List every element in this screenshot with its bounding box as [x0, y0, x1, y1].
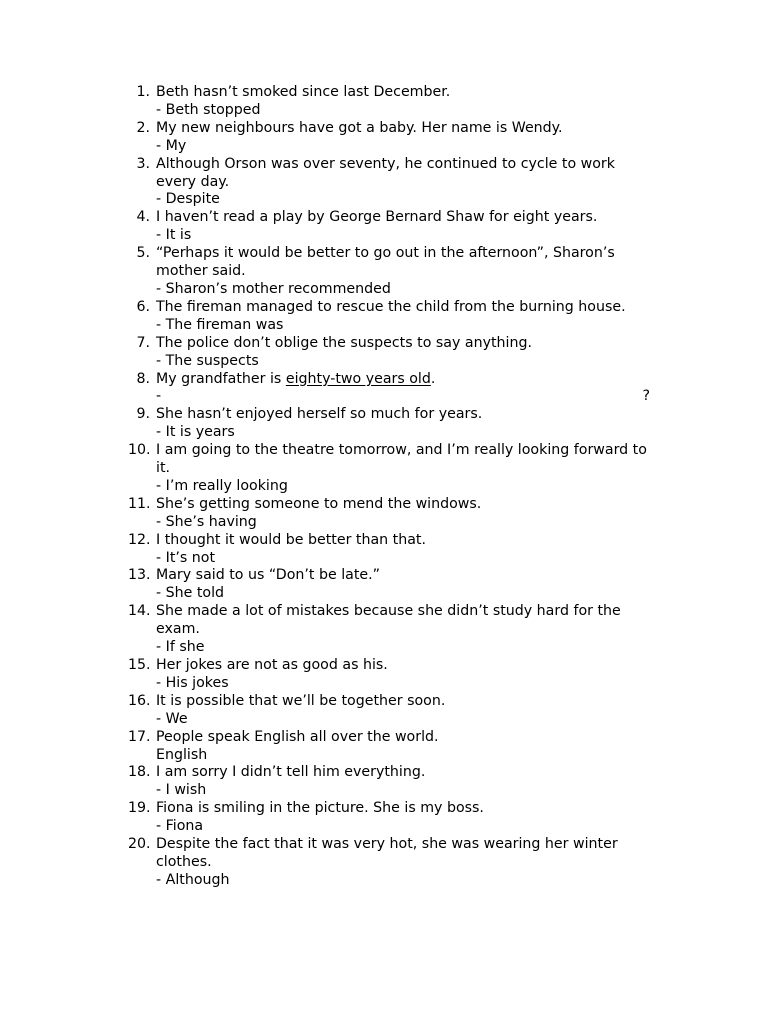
item-prompt: “Perhaps it would be better to go out in the afternoon”, Sharon’s mother said.: [156, 245, 615, 280]
item-prompt: I haven’t read a play by George Bernard Shaw for eight years.: [156, 209, 598, 226]
item-prompt: Beth hasn’t smoked since last December.: [156, 84, 451, 100]
prompt-after: .: [430, 370, 436, 387]
item-answer: - Beth stopped: [156, 101, 261, 118]
item-answer: - Despite: [156, 191, 220, 208]
item-number: 7.: [136, 334, 150, 351]
item-number: 2.: [136, 119, 150, 136]
item-prompt: The police don’t oblige the suspects to say anything.: [156, 334, 532, 351]
prompt-before: My grandfather is: [156, 370, 286, 387]
item-number: 3.: [136, 155, 150, 172]
item-prompt: [156, 371, 650, 389]
question-mark: ?: [642, 388, 650, 405]
list-item: [130, 657, 650, 693]
list-item: [130, 800, 650, 836]
item-answer: - Although: [156, 871, 230, 888]
item-answer: - The suspects: [156, 352, 259, 369]
item-prompt: Although Orson was over seventy, he continued to cycle to work every day.: [156, 155, 615, 190]
list-item: [130, 567, 650, 603]
list-item: [130, 406, 650, 442]
item-number: 12.: [128, 531, 151, 548]
exercise-list: [130, 84, 650, 890]
item-answer: - Sharon’s mother recommended: [156, 280, 391, 297]
underlined-phrase: eighty-two years old: [285, 370, 431, 387]
item-number: 8.: [136, 370, 150, 387]
item-number: 10.: [128, 442, 151, 459]
item-answer: - Fiona: [156, 818, 204, 835]
item-number: 13.: [128, 567, 151, 584]
list-item: [130, 84, 650, 120]
list-item: [130, 120, 650, 156]
item-prompt: My new neighbours have got a baby. Her name is Wendy.: [156, 119, 563, 136]
item-prompt: Mary said to us “Don’t be late.”: [156, 567, 380, 584]
item-answer: - His jokes: [156, 674, 229, 691]
item-answer: -: [156, 388, 162, 405]
item-answer: - I wish: [156, 782, 207, 799]
list-item: [130, 836, 650, 890]
item-prompt: She made a lot of mistakes because she didn’t study hard for the exam.: [156, 603, 621, 638]
list-item: [130, 764, 650, 800]
item-answer-row: [156, 388, 650, 406]
item-prompt: People speak English all over the world.: [156, 728, 439, 745]
list-item: [130, 603, 650, 657]
item-number: 15.: [128, 657, 151, 673]
item-prompt: It is possible that we’ll be together soon.: [156, 692, 446, 709]
item-prompt: Fiona is smiling in the picture. She is my boss.: [156, 800, 484, 817]
item-prompt: She’s getting someone to mend the windows.: [156, 495, 482, 512]
item-number: 6.: [136, 298, 150, 315]
item-answer: English: [156, 746, 208, 763]
item-answer: - She told: [156, 585, 225, 602]
item-number: 18.: [128, 764, 151, 781]
list-item: [130, 209, 650, 245]
item-number: 14.: [128, 603, 151, 620]
item-number: 19.: [128, 800, 151, 817]
item-number: 17.: [128, 728, 151, 745]
list-item: [130, 156, 650, 210]
item-answer: - It is years: [156, 424, 235, 441]
list-item: [130, 442, 650, 496]
list-item: [130, 335, 650, 371]
list-item: [130, 729, 650, 765]
item-answer: - The fireman was: [156, 316, 284, 333]
item-number: 9.: [136, 406, 150, 423]
item-prompt: She hasn’t enjoyed herself so much for years.: [156, 406, 483, 423]
item-answer: - She’s having: [156, 513, 257, 530]
item-prompt: I am sorry I didn’t tell him everything.: [156, 764, 426, 781]
list-item: [130, 693, 650, 729]
list-item: [130, 299, 650, 335]
item-answer: - It’s not: [156, 549, 216, 566]
item-answer: - I’m really looking: [156, 477, 288, 494]
item-prompt: Despite the fact that it was very hot, she was wearing her winter clothes.: [156, 836, 618, 870]
item-number: 11.: [128, 495, 151, 512]
list-item: [130, 245, 650, 299]
item-prompt: I thought it would be better than that.: [156, 531, 426, 548]
list-item: [130, 496, 650, 532]
item-number: 20.: [128, 836, 151, 853]
item-prompt: Her jokes are not as good as his.: [156, 657, 388, 673]
item-number: 16.: [128, 692, 151, 709]
item-answer: - If she: [156, 639, 205, 656]
item-number: 5.: [136, 245, 150, 262]
list-item: [130, 532, 650, 568]
item-answer: - It is: [156, 227, 192, 244]
item-number: 4.: [136, 209, 150, 226]
item-prompt: I am going to the theatre tomorrow, and I’m really looking forward to it.: [156, 442, 647, 477]
list-item: [130, 371, 650, 407]
item-answer: - We: [156, 710, 188, 727]
item-prompt: The fireman managed to rescue the child from the burning house.: [156, 298, 626, 315]
item-number: 1.: [136, 84, 150, 100]
item-answer: - My: [156, 137, 187, 154]
